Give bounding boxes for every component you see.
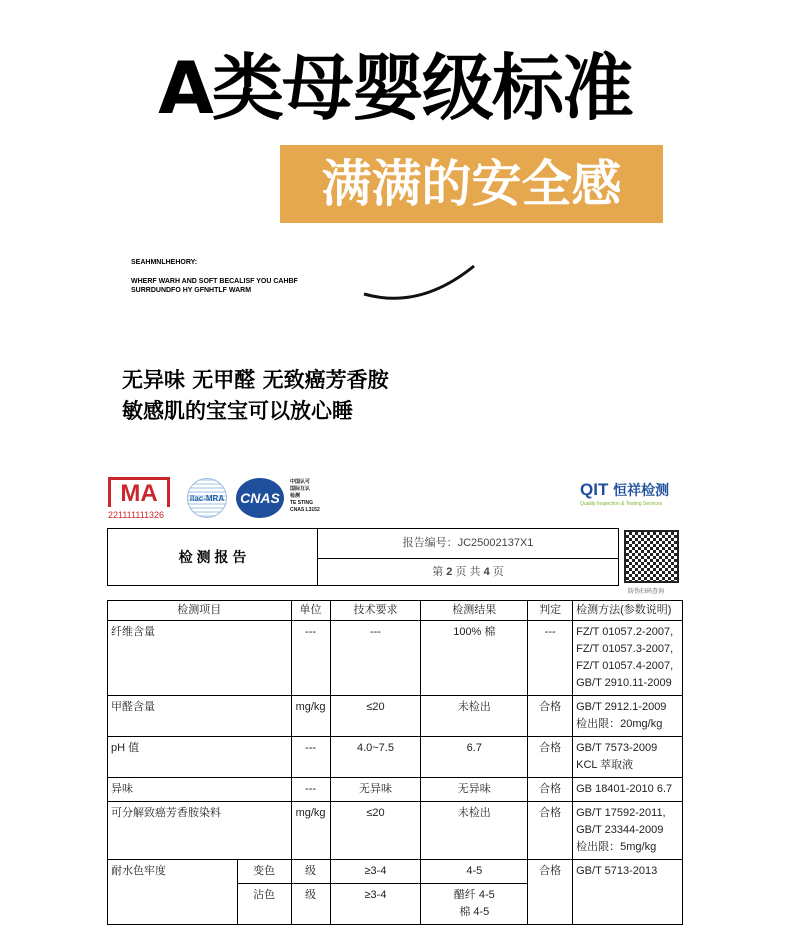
cma-logo: MA [108,477,170,507]
unit-cell: 级 [291,884,330,925]
verdict-cell: 合格 [528,696,573,737]
table-row [108,737,683,778]
item-cell: 纤维含量 [108,621,292,696]
item-cell: 可分解致癌芳香胺染料 [108,802,292,860]
result-cell: 无异味 [421,778,528,802]
hero-title: A类母婴级标准 [158,46,632,130]
hero-subtitle-band: 满满的安全感 [280,145,663,223]
method-cell: GB 18401-2010 6.7 [573,778,683,802]
requirement-cell: ≤20 [330,696,421,737]
requirement-cell: ≥3-4 [330,884,421,925]
unit-cell: --- [291,621,330,696]
item-cell: 耐水色牢度 [108,860,238,925]
requirement-cell: 4.0~7.5 [330,737,421,778]
qit-logo [580,480,669,500]
sub-item-cell: 变色 [237,860,291,884]
header-cell: 检测结果 [421,601,528,621]
item-cell: 甲醛含量 [108,696,292,737]
verdict-cell: 合格 [528,802,573,860]
result-cell: 100% 棉 [421,621,528,696]
sub-item-cell: 沾色 [237,884,291,925]
header-cell: 检测项目 [108,601,292,621]
report-title: 检 测 报 告 [108,529,318,586]
table-row [108,621,683,696]
verdict-cell: 合格 [528,778,573,802]
test-results-table [107,600,683,925]
page-indicator: 第 2 页 共 4 页 [318,559,619,586]
item-cell: pH 值 [108,737,292,778]
cnas-line: CNAS L3152 [290,507,320,513]
verdict-cell: 合格 [528,737,573,778]
table-row [108,778,683,802]
verdict-cell: --- [528,621,573,696]
table-header-row [108,601,683,621]
qit-mark: QIT [580,480,609,499]
method-cell: GB/T 7573-2009 KCL 萃取液 [573,737,683,778]
requirement-cell: --- [330,621,421,696]
result-cell: 4-5 [421,860,528,884]
decorative-arc [360,262,480,304]
header-cell: 技术要求 [330,601,421,621]
cnas-line: 中国认可 [290,479,311,485]
header-cell: 单位 [291,601,330,621]
requirement-cell: 无异味 [330,778,421,802]
result-cell: 醋纤 4-5 棉 4-5 [421,884,528,925]
table-row [108,802,683,860]
cnas-logo: CNAS [236,478,284,518]
cnas-line: 国际互认 [290,486,311,492]
header-cell: 判定 [528,601,573,621]
verdict-cell: 合格 [528,860,573,925]
unit-cell: --- [291,778,330,802]
qit-subtitle: Quality Inspection & Testing Services [580,501,663,507]
tagline-heading: SEAHMNLHEHORY: [131,259,198,266]
tagline-line1: WHERF WARH AND SOFT BECALISF YOU CAHBF [131,278,298,285]
qr-code[interactable] [624,530,679,583]
slogan-line2: 敏感肌的宝宝可以放心睡 [122,399,353,423]
unit-cell: --- [291,737,330,778]
qit-name: 恒祥检测 [613,482,670,498]
method-cell: GB/T 5713-2013 [573,860,683,925]
cnas-line: TE STING [290,500,314,506]
unit-cell: 级 [291,860,330,884]
cnas-line: 检测 [290,493,301,499]
ilac-mra-logo: ilac-MRA [187,478,227,518]
cma-number: 221111111326 [108,510,165,520]
header-cell: 检测方法(参数说明) [573,601,683,621]
result-cell: 未检出 [421,802,528,860]
slogan-line1: 无异味 无甲醛 无致癌芳香胺 [122,368,389,392]
tagline-line2: SURRDUNDFO HY GFNHTLF WARM [131,287,252,294]
requirement-cell: ≤20 [330,802,421,860]
method-cell: FZ/T 01057.2-2007, FZ/T 01057.3-2007, FZ/T 01057.4-2007, GB/T 2910.11-2009 [573,621,683,696]
result-cell: 6.7 [421,737,528,778]
item-cell: 异味 [108,778,292,802]
report-number: 报告编号：JC25002137X1 [318,529,619,559]
result-cell: 未检出 [421,696,528,737]
table-row [108,696,683,737]
report-header [107,528,619,586]
unit-cell: mg/kg [291,802,330,860]
requirement-cell: ≥3-4 [330,860,421,884]
unit-cell: mg/kg [291,696,330,737]
method-cell: GB/T 2912.1-2009 检出限：20mg/kg [573,696,683,737]
method-cell: GB/T 17592-2011, GB/T 23344-2009 检出限：5mg/kg [573,802,683,860]
qr-caption: 防伪扫码查询 [628,589,665,595]
table-row [108,860,683,884]
